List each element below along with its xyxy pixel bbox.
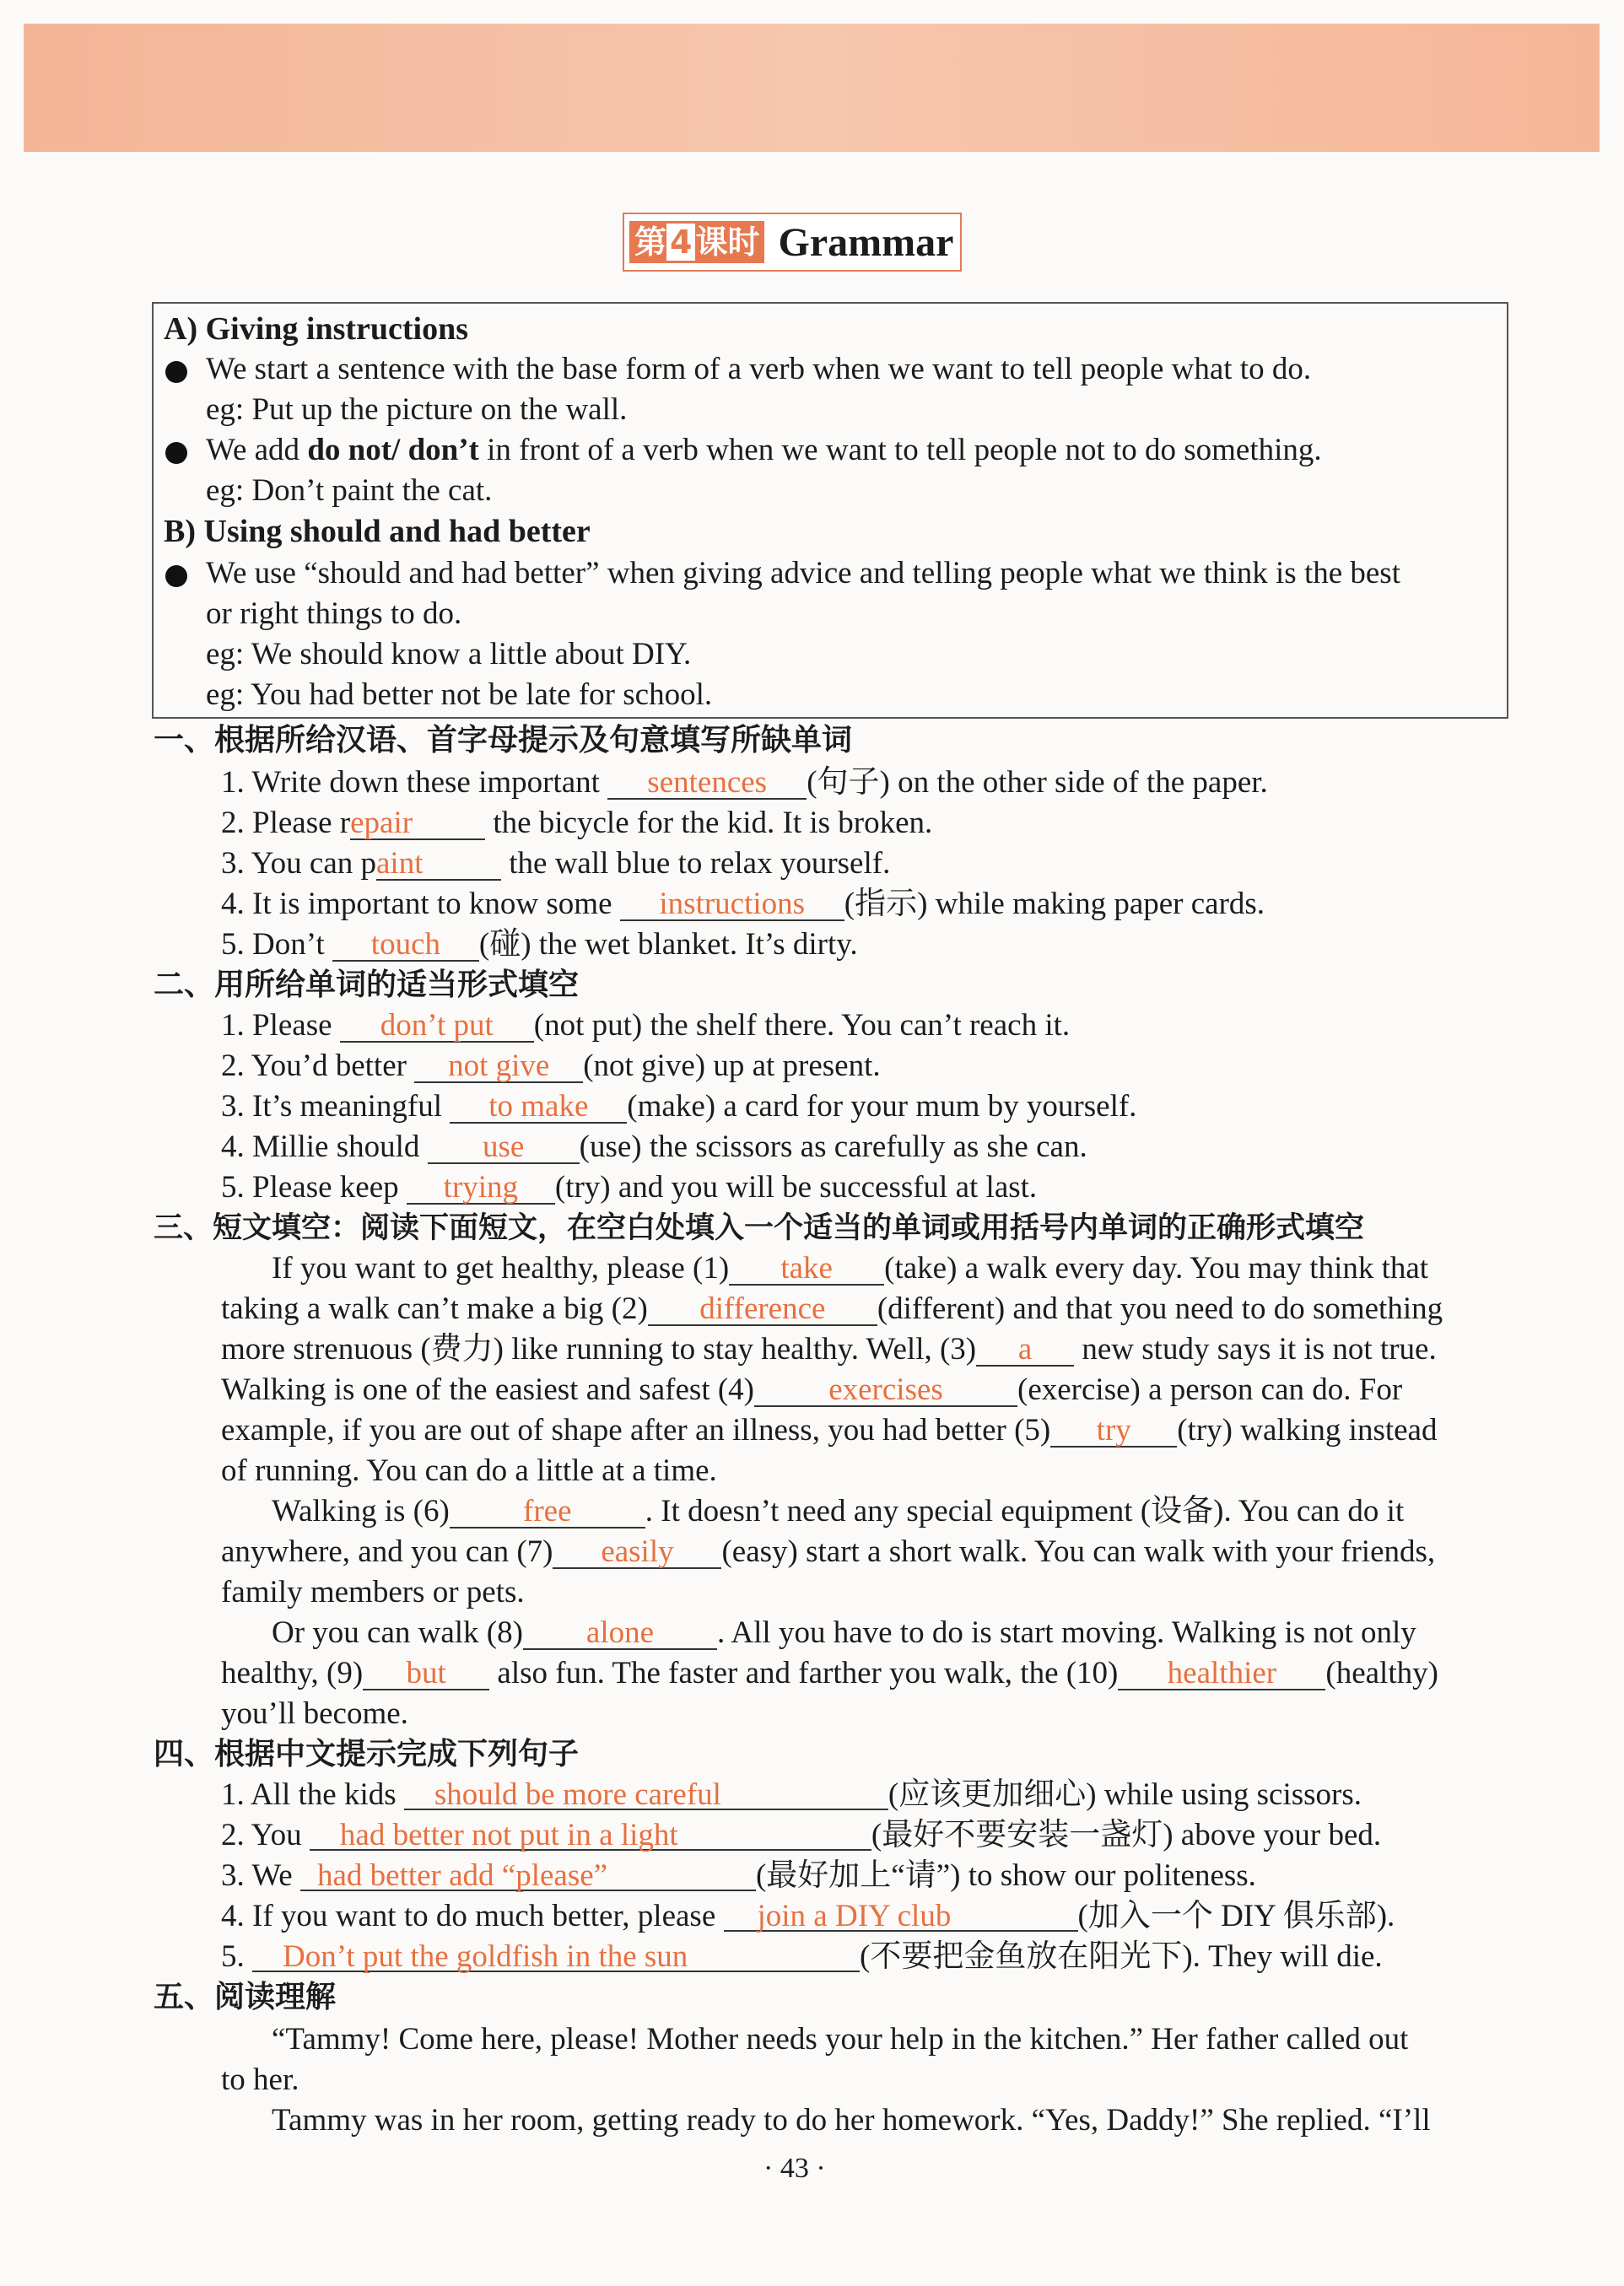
s3-l2-text: taking a walk can’t make a big (2)	[221, 1291, 648, 1326]
s3-l2-rest: (different) and that you need to do something	[877, 1291, 1443, 1326]
s3-l7-rest: . It doesn’t need any special equipment (设备). You can do it	[645, 1494, 1405, 1528]
grammar-b1-cont: or right things to do.	[206, 596, 462, 631]
s3-l1-rest: (take) a walk every day. You may think that	[884, 1251, 1429, 1286]
s3-l11-text: healthy, (9)	[221, 1656, 364, 1690]
s3-l11-mid: also fun. The faster and farther you walk, the (10)	[489, 1656, 1119, 1690]
answer-blank: aint	[376, 845, 501, 881]
s3-l5-text: example, if you are out of shape after an illness, you had better (5)	[221, 1413, 1051, 1448]
header-band	[24, 24, 1600, 152]
answer-blank: join a DIY club	[724, 1898, 1078, 1932]
answer-blank: difference	[648, 1291, 877, 1326]
page-number: · 43 ·	[763, 2153, 826, 2184]
grammar-a2-post: in front of a verb when we want to tell people not to do something.	[478, 433, 1322, 467]
lesson-prefix: 第	[634, 224, 667, 261]
s5-paragraph-2: Tammy was in her room, getting ready to do her homework. “Yes, Daddy!” She replied. “I’ll	[272, 2103, 1431, 2138]
answer-blank: take	[729, 1250, 884, 1286]
answer-blank: epair	[350, 805, 485, 840]
section-2-heading: 二、用所给单词的适当形式填空	[154, 968, 580, 1002]
grammar-b1-example1: eg: We should know a little about DIY.	[206, 637, 692, 671]
grammar-box	[152, 302, 1508, 719]
answer-blank: trying	[407, 1169, 555, 1205]
grammar-a1: We start a sentence with the base form of a verb when we want to tell people what to do.	[206, 352, 1312, 386]
answer-blank: free	[450, 1493, 645, 1528]
s3-l3-rest: new study says it is not true.	[1074, 1332, 1437, 1367]
answer-blank: healthier	[1118, 1655, 1325, 1690]
s1-q5-text: 5. Don’t	[221, 927, 332, 962]
s3-l7-text: Walking is (6)	[272, 1494, 450, 1528]
s2-q5-rest: (try) and you will be successful at last.	[554, 1170, 1038, 1205]
section-4-heading: 四、根据中文提示完成下列句子	[154, 1737, 580, 1771]
lesson-title	[623, 213, 962, 272]
lesson-badge	[629, 221, 764, 263]
bullet-icon	[165, 442, 187, 464]
s2-q1-rest: (not put) the shelf there. You can’t reach it.	[533, 1008, 1071, 1043]
s1-q4-rest: (指示) while making paper cards.	[844, 887, 1265, 921]
lesson-number: 4	[666, 224, 695, 261]
lesson-suffix: 课时	[695, 224, 760, 261]
section-1-heading: 一、根据所给汉语、首字母提示及句意填写所缺单词	[154, 723, 853, 758]
s3-line-2	[221, 1289, 1443, 1329]
s2-q3-text: 3. It’s meaningful	[221, 1089, 451, 1124]
s3-l10-rest: . All you have to do is start moving. Walking is not only	[716, 1615, 1416, 1650]
s4-q2-rest: (最好不要安装一盏灯) above your bed.	[871, 1818, 1382, 1852]
bullet-icon	[165, 565, 187, 587]
grammar-b1: We use “should and had better” when giving advice and telling people what we think is the best	[206, 556, 1400, 590]
s3-l8-rest: (easy) start a short walk. You can walk with your friends,	[721, 1534, 1436, 1569]
grammar-b1-example2: eg: You had better not be late for school.	[206, 677, 713, 712]
s2-question-5	[221, 1167, 1037, 1208]
section-3-heading: 三、短文填空：阅读下面短文，在空白处填入一个适当的单词或用括号内单词的正确形式填空	[154, 1211, 1365, 1245]
answer-blank: easily	[553, 1534, 721, 1569]
s2-q4-text: 4. Millie should	[221, 1130, 428, 1164]
s3-l4-text: Walking is one of the easiest and safest (4)	[221, 1372, 754, 1407]
bullet-icon	[165, 361, 187, 383]
answer-blank: instructions	[620, 886, 844, 921]
s2-q5-text: 5. Please keep	[221, 1170, 407, 1205]
s1-question-2	[221, 803, 932, 844]
s3-line-1	[272, 1248, 1428, 1289]
s3-l1-text: If you want to get healthy, please (1)	[272, 1251, 730, 1286]
s2-q2-rest: (not give) up at present.	[583, 1049, 881, 1083]
s1-q4-text: 4. It is important to know some	[221, 887, 620, 921]
s3-line-11	[221, 1653, 1438, 1694]
answer-blank: a	[976, 1331, 1074, 1367]
s3-line-6: of running. You can do a little at a time.	[221, 1453, 717, 1488]
s3-line-4	[221, 1370, 1402, 1410]
answer-blank: exercises	[754, 1372, 1017, 1407]
s3-l3-text: more strenuous (费力) like running to stay healthy. Well, (3)	[221, 1332, 977, 1367]
s1-q2-rest: the bicycle for the kid. It is broken.	[485, 806, 933, 840]
grammar-b-heading: B) Using should and had better	[164, 514, 591, 549]
s4-question-5	[221, 1937, 1383, 1977]
s5-paragraph-1-cont: to her.	[221, 2062, 299, 2097]
s5-paragraph-1: “Tammy! Come here, please! Mother needs your help in the kitchen.” Her father called out	[272, 2022, 1409, 2057]
s4-q4-rest: (加入一个 DIY 俱乐部).	[1077, 1899, 1395, 1933]
s3-line-9: family members or pets.	[221, 1575, 525, 1609]
s3-line-8	[221, 1532, 1435, 1572]
s4-q2-text: 2. You	[221, 1818, 310, 1852]
answer-blank: try	[1050, 1412, 1177, 1448]
s3-line-12: you’ll become.	[221, 1696, 408, 1731]
s4-q1-rest: (应该更加细心) while using scissors.	[888, 1777, 1362, 1812]
s4-q5-text: 5.	[221, 1939, 252, 1974]
s2-question-4	[221, 1127, 1087, 1167]
s4-question-4	[221, 1896, 1395, 1937]
s1-q3-rest: the wall blue to relax yourself.	[501, 846, 891, 881]
s3-line-5	[221, 1410, 1437, 1451]
s3-l11-rest: (healthy)	[1325, 1656, 1438, 1690]
s3-l8-text: anywhere, and you can (7)	[221, 1534, 553, 1569]
answer-blank: Don’t put the goldfish in the sun	[252, 1938, 860, 1972]
answer-blank: to make	[450, 1088, 627, 1124]
s1-question-5	[221, 925, 858, 965]
s1-q1-text: 1. Write down these important	[221, 765, 608, 800]
s3-line-7	[272, 1491, 1404, 1532]
s3-l10-text: Or you can walk (8)	[272, 1615, 523, 1650]
answer-blank: alone	[523, 1615, 717, 1650]
s4-question-3	[221, 1856, 1256, 1896]
s1-question-1	[221, 763, 1268, 803]
grammar-a2	[206, 432, 1322, 468]
answer-blank: touch	[332, 926, 479, 962]
section-5-heading: 五、阅读理解	[154, 1980, 337, 2014]
answer-blank: use	[428, 1129, 580, 1164]
s2-q3-rest: (make) a card for your mum by yourself.	[627, 1089, 1137, 1124]
s3-line-10	[272, 1613, 1416, 1653]
s2-question-1	[221, 1006, 1070, 1046]
answer-blank: should be more careful	[404, 1777, 888, 1810]
s4-q1-text: 1. All the kids	[221, 1777, 404, 1812]
s4-question-2	[221, 1815, 1381, 1856]
answer-blank: had better add “please”	[300, 1857, 756, 1891]
s1-q2-text: 2. Please r	[221, 806, 351, 840]
answer-blank: but	[363, 1655, 489, 1690]
lesson-heading: Grammar	[778, 219, 954, 265]
s1-question-4	[221, 884, 1265, 925]
s1-q3-text: 3. You can p	[221, 846, 376, 881]
s2-question-3	[221, 1086, 1136, 1127]
answer-blank: don’t put	[340, 1007, 534, 1043]
answer-blank: not give	[414, 1048, 583, 1083]
s3-line-3	[221, 1329, 1437, 1370]
s3-l4-rest: (exercise) a person can do. For	[1017, 1372, 1403, 1407]
s4-q3-text: 3. We	[221, 1858, 300, 1893]
s2-q4-rest: (use) the scissors as carefully as she can.	[579, 1130, 1087, 1164]
grammar-a2-pre: We add	[206, 433, 308, 467]
s3-l5-rest: (try) walking instead	[1177, 1413, 1438, 1448]
s2-q2-text: 2. You’d better	[221, 1049, 415, 1083]
s4-question-1	[221, 1775, 1362, 1815]
s1-q5-rest: (碰) the wet blanket. It’s dirty.	[478, 927, 858, 962]
s4-q3-rest: (最好加上“请”) to show our politeness.	[755, 1858, 1256, 1893]
s1-q1-rest: (句子) on the other side of the paper.	[807, 765, 1268, 800]
s2-question-2	[221, 1046, 881, 1086]
grammar-a2-bold: do not/ don’t	[307, 433, 479, 467]
s1-question-3	[221, 844, 890, 884]
grammar-a-heading: A) Giving instructions	[164, 311, 469, 347]
s4-q5-rest: (不要把金鱼放在阳光下). They will die.	[860, 1939, 1383, 1974]
grammar-a2-example: eg: Don’t paint the cat.	[206, 473, 493, 508]
answer-blank: had better not put in a light	[310, 1817, 871, 1851]
s4-q4-text: 4. If you want to do much better, please	[221, 1899, 724, 1933]
grammar-a1-example: eg: Put up the picture on the wall.	[206, 392, 628, 427]
s2-q1-text: 1. Please	[221, 1008, 340, 1043]
answer-blank: sentences	[607, 764, 807, 800]
